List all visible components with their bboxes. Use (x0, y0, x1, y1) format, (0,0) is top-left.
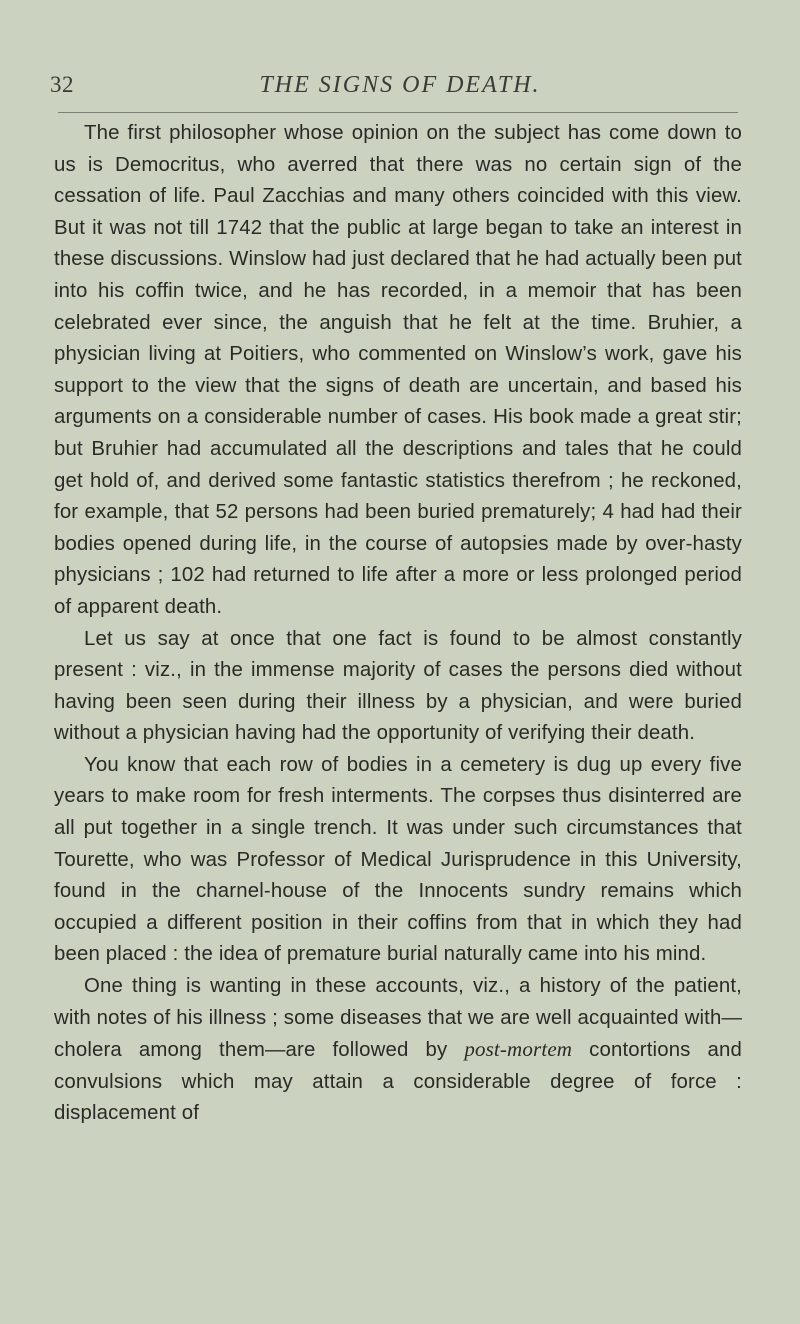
body-text (54, 118, 742, 1130)
running-title: THE SIGNS OF DEATH. (259, 72, 541, 98)
page-number: 32 (50, 72, 74, 97)
paragraph-tourette: You know that each row of bodies in a cemetery is dug up every five years to make room for fresh interments. The corpses thus disinterred are all put together in a single trench. It was under such circumstances that Tourette, who was Professor of Medical Jurisprudence in this University, found in the charnel-house of the Innocents sundry remains which occupied a different position in their coffins from that in which they had been placed : the idea of premature burial naturally came into his mind. (54, 753, 742, 966)
paragraph-democritus: The first philosopher whose opinion on the subject has come down to us is Democritus, who averred that there was no certain sign of the cessation of life. Paul Zacchias and many others coincided with this view. But it was not till 1742 that the public at large began to take an interest in these discussions. Winslow had just declared that he had actually been put into his coffin twice, and he has recorded, in a memoir that has been celebrated ever since, the anguish that he felt at the time. Bruhier, a physician living at Poitiers, who commented on Winslow’s work, gave his support to the view that the signs of death are uncertain, and based his arguments on a considerable number of cases. His book made a great stir; but Bruhier had accumulated all the descriptions and tales that he could get hold of, and derived some fantastic statistics therefrom ; he reckoned, for example, that 52 persons had been buried prematurely; 4 had had their bodies opened during life, in the course of autopsies made by over-hasty physicians ; 102 had returned to life after a more or less prolonged period of apparent death. (54, 122, 742, 618)
post-mortem-italic: post-mortem (464, 1037, 573, 1062)
paragraph-physician-absent: Let us say at once that one fact is found to be almost constantly present : viz., in the immense majority of cases the persons died without having been seen during their illness by a physician, and were buried without a physician having had the opportunity of verifying their death. (54, 627, 742, 745)
paragraph-history-text-before: One thing is wanting in these accounts, viz., a history of the patient, with notes of his illness ; some diseases that we are well acquainted with—cholera among them—are followed by (54, 975, 742, 1062)
paragraph-history-text-after: contortions and convulsions which may attain a considerable degree of force : displacement of (54, 1039, 743, 1125)
running-head (50, 72, 750, 108)
header-rule (58, 112, 738, 113)
paragraph-history-wanting (54, 971, 742, 1130)
